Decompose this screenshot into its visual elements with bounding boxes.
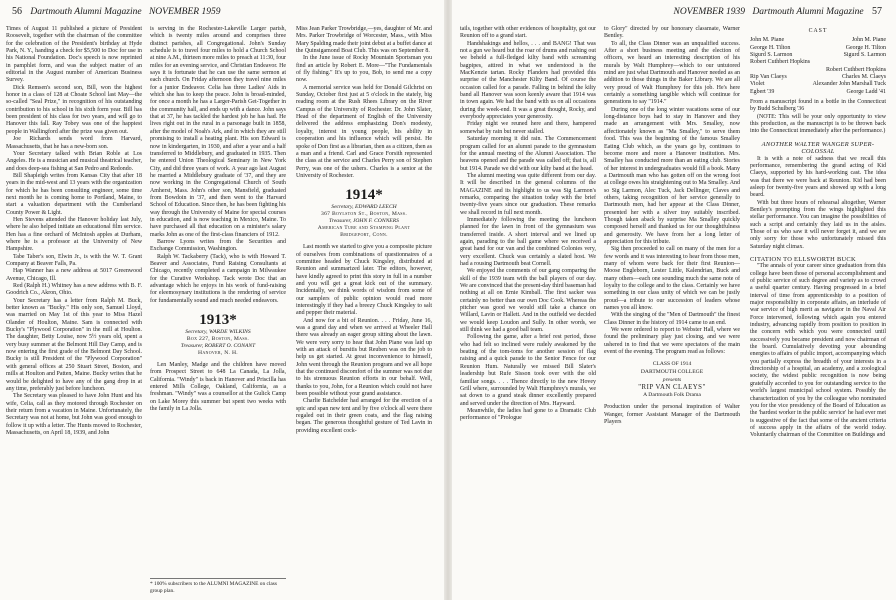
left-page	[0, 0, 444, 600]
book-gutter	[444, 0, 452, 600]
program-line: presents	[662, 376, 682, 383]
treasurer-name: ROBERT O. CONANT	[204, 343, 256, 350]
paragraph: Miss Jean Parker Trowbridge,—yes, daughter of Mr. and Mrs. Parker Trowbridge of Worcester, Mass., with Miss Mary Spalding made their joint debut at a buffet dance at the Quinsigamond Boat Club. This was on September 8.	[296, 26, 432, 55]
paragraph: Your Secretary talked with Brian Roble at Los Angeles. He is a musician and musical theatrical teacher, and does deep-sea fishing at San Pedro and Redondo.	[6, 150, 142, 172]
paragraph: Meanwhile, the ladies had gone to a Dramatic Club performance of "Prologue	[460, 407, 596, 422]
cast-list	[750, 37, 886, 96]
paragraph: (NOTE: This will be your only opportunity to view this production, as the manuscript is to be thrown back into the Connecticut immediately after the performance.)	[750, 113, 886, 135]
secretary-name: EDWARD LEECH	[355, 204, 397, 211]
paragraph: Barrow Lyons writes from the Securities and Exchange Commission, Washington.	[150, 238, 286, 253]
secretary-address: Box 227, Boston, Mass.	[186, 336, 250, 343]
secretary-name: WARDE WILKINS	[209, 329, 251, 336]
left-column-1	[6, 26, 142, 437]
role-name: Robert Cuthbert Hopkins	[750, 59, 811, 66]
paragraph: Ralph W. Tackaberry (Tack), who is with Howard T. Beaver and Associates, Fund Raising Consultants at Chicago, recently completed a campaign in Milwaukee for the Curative Workshop. Tack wrote Doc that an advantage which he enjoys in his work of fund-raising for eleemosynary institutions is the rendering of service for fundamentally sound and much needed endeavors.	[150, 253, 286, 304]
role-name: Violet	[750, 81, 765, 88]
cast-row	[750, 45, 886, 52]
actor-name: John M. Piane	[851, 37, 886, 44]
paragraph: The Secretary was pleased to have John Hunt and his wife, Celia, call as they motored through Rochester on their return from a vacation in Maine. Unfortunately, the Secretary was not at home, but John was good enough to follow it up with a letter. The Hunts moved to Rochester, Massachusetts, on April 18, 1939, and John	[6, 393, 142, 436]
actor-name: Robert Cuthbert Hopkins	[825, 66, 886, 73]
secretary-label: Secretary,	[331, 204, 354, 211]
program-line: A Dartmouth Folk Drama	[643, 391, 701, 398]
right-issue-date: NOVEMBER 1939	[673, 7, 746, 17]
treasurer-address: Hanover, N. H.	[198, 350, 238, 357]
right-page-number: 57	[872, 6, 882, 17]
paragraph: With but three hours of rehearsal altogether, Warner Bentley's prompting from the wings highlighted this stellar performance. You can imagine the possibilities of such a script and certainly they laid us in the aisles. Those of us who saw it will never forget it, and we are only sorry for those who unfortunately missed this Saturday night climax.	[750, 199, 886, 250]
cast-row	[750, 81, 886, 88]
actor-name: Sigurd S. Larmon	[843, 52, 886, 59]
class-year: 1914*	[345, 187, 383, 204]
paragraph: Len Manley, Madge and the children have moved from Prospect Street to 648 La Canada, La Jolla, California. "Windy" is back in Hanover and Priscilla has entered Mills College, Oakland, California, as a freshman. "Windy" was a counsellor at the Gulick Camp on Lake Morey this summer but spent two weeks with the family in La Jolla.	[150, 362, 286, 413]
paragraph: Immediately following the meeting the luncheon planned for the lawn in front of the gymnasium was transferred inside. A short interval and we lined up again, parading to the ball game where we received a great hand for our van and the combined Colonies very, very excellent. Chuck was certainly a slated host. We had a rousing Dartmouth beat Cornell.	[460, 216, 596, 267]
cast-row	[750, 52, 886, 59]
left-running-head	[6, 6, 220, 17]
paragraph: Last month we started to give you a composite picture of ourselves from combinations of questionnaires of a committee headed by Chuck Kingsley, distributed at Reunion and summarized later. The editors, however, have kindly agreed to print this story in full in a number and you will get a great kick out of the summary. Incidentally, we think words of wisdom from some of our samplers of public opinion would read more interestingly if they had a breezy Chuck Kingsley to salt and pepper their material.	[296, 244, 432, 317]
left-page-number: 56	[12, 6, 22, 17]
paragraph: is serving in the Rochester-Lakeville Larger parish, which is twenty miles around and comprises three distinct parishes, all Congregational. John's Sunday schedule is to travel four miles to hold a Church School at nine A.M., thirteen more miles to preach at 11:30, four miles for an evening service, and Christian Endeavor. He says it is fortunate that he can use the same sermon at each church. On Friday afternoon they travel nine miles for a junior Endeavor. Celia has three Ladies' Aids in which she has to keep the peace. John is broad-minded, for once a month he has a Larger-Parish Get-Together in the community hall, and ends up with a dance. John says that at 37, he has tackled the hardest job he has had. He lives right out in the rural in a parsonage built in 1858, after the model of Noah's Ark, and in which they are still promising to install a heating plant. His son Edward is now in kindergarten, in 1930, and after a year and a half transferred to Middlebury, and graduated in 1935. Then he entered Union Theological Seminary in New York City, and did three years of work. A year ago last August he married a Middlebury graduate of '37, and they are now working in the Congregational Church of South Amherst, Mass. John's other son, Mansfield, graduated from Bowdoin in '37, and then went to the Harvard School of Education. Since then, he has been fighting his way through the University of Maine for special courses in education, and is now teaching in Mexico, Maine. To have purchased all that education on a minister's salary marks John as one of the first-class financiers of 1912.	[150, 26, 286, 238]
class-1913-header	[150, 311, 286, 357]
footnote: * 100% subscribers to the ALUMNI MAGAZINE on class group plan.	[150, 578, 286, 595]
paragraph: Dick Remsen's second son, Bill, won the highest honor in a class of 128 at Choate School last May—the so-called "Seal Prize," in recognition of his outstanding contribution to his school in his sixth form year. Bill has been president of his class for two years, and will go to Hanover this fall. Ray Tobey was one of the happiest people in Wallingford after the prize was given out.	[6, 84, 142, 135]
paragraph: And now for a bit of Reunion. . . . Friday, June 16, was a grand day and when we arrived at Wheeler Hall there was already an eager group sitting about the lawn. We were very sorry to hear that John Piane was laid up with an attack of bursitis but Reuben was on the job to help us get started. At great inconvenience to himself, John went through the Reunion program and we all hope that the continued discomfort of the summer was not due to his strenuous Reunion efforts in our behalf. Well, thanks to you, John, for a Reunion which could not have been possible without your grand assistance.	[296, 317, 432, 398]
role-name: John M. Piane	[750, 37, 785, 44]
role-name: Rip Van Claeys	[750, 74, 787, 81]
paragraph: "The annals of your career since graduation from this college have been those of personal accomplishment and of public service of such degree and variety as to crowd a useful quarter century. Having progressed in a brief interval of time from apprenticeship to a position of major responsibility in corporate affairs, an interlude of war service of high merit as navigator in the Naval Air Force intervened, following which again you entered industry, advancing rapidly from position to position in the concern with which you were connected until successively you became president and now chairman of the board. Cumulatively devoting your abounding energies to affairs of public import, accompanying which you partially express the breadth of your interests in a directorship of a hospital, an academy, and a zoological society, the widest public recognition is now being gratefully accorded to you for outstanding service to the world's largest municipal school system. Possibly the characterization of you by the colleague who nominated you for the vice presidency of the Board of Education as the 'hardest worker in the public service' he had ever met is suggestive of the fact that some of the ancient criteria of success apply in the affairs of the world today. Voluntarily chairman of the Committee on Buildings and	[750, 263, 886, 439]
actor-name: George H. Tilton	[845, 44, 886, 51]
paragraph: Handshakings and hellos, . . . and BANG! That was not a gun we heard but the roar of drums and rushing out we beheld a full-fledged kilty band with screaming bagpipes, attired in what we understood is the MacKenzie tartan. Rocky Flanders had provided this surprise of the Manchester Kilty Band. Of course the occasion called for a parade. Falling in behind the kilty band all Hanover was soon keenly aware that 1914 was in town again. We had the band with us on all occasions during the week-end. It was a great thought, Rocky, and everybody appreciates your generosity.	[460, 40, 596, 121]
left-magazine-title: Dartmouth Alumni Magazine	[30, 7, 142, 17]
right-running-head	[674, 6, 888, 17]
program-title: "RIP VAN CLAEYS"	[638, 384, 706, 392]
play-program	[604, 361, 740, 399]
right-column-1	[460, 26, 596, 423]
paragraph: We enjoyed the comments of our gang comparing the skill of the 1939 team with the ball players of our day. We are convinced that the present-day third baseman had nothing at all on Ernie Kimball. The first sacker was certainly no better than our own Doc Cook. Whereas the pitcher was good we would still take a chance on Willard, Lavin or Hallett. And in the outfield we decided we would keep Loudon and Sully. In other words, we still think we had a good ball team.	[460, 268, 596, 334]
section-heading: CITATION TO ELLSWORTH BUCK	[750, 255, 856, 263]
left-issue-date: NOVEMBER 1959	[148, 7, 221, 17]
paragraph: Red (Ralph H.) Whitney has a new address with B. F. Goodrich Co., Akron, Ohio.	[6, 283, 142, 297]
paragraph: to Glory" directed by our honorary classmate, Warner Bentley.	[604, 26, 740, 40]
treasurer-label: Treasurer,	[180, 343, 204, 350]
role-name: Egbert '39	[750, 88, 775, 95]
paragraph: In the June issue of Rocky Mountain Sportsman you find an article by Robert E. More—"The Fundamentals of fly fishing." It's up to you, Bob, to send me a copy now.	[296, 55, 432, 84]
cast-heading: CAST	[808, 28, 828, 34]
paragraph: Times of August 11 published a picture of President Roosevelt, together with the chairman of the committee for the celebration of the President's birthday at Hyde Park, N. Y., handing a check for $5,500 to Doc for use in his National Foundation. Doc's speech is now reprinted in pamphlet form, and was the subject matter of an editorial in the August number of American Business Survey.	[6, 26, 142, 84]
class-year: 1913*	[199, 312, 237, 329]
paragraph: Charlie Batchelder had arranged for the erection of a spic and span new tent and by five o'clock all were there regaled out in their green coats, and the flag raising began. The generous thoughtful gesture of Ted Lavin in providing excellent cock-	[296, 398, 432, 434]
treasurer-address: Bridgeport, Conn.	[340, 232, 388, 239]
cast-row	[750, 37, 886, 44]
left-column-2	[150, 26, 286, 413]
paragraph: From a manuscript found in a bottle in the Connecticut by Budd Schulberg '36	[750, 99, 886, 113]
paragraph: Production under the personal inspiration of Walter Wanger, former Assistant Manager of the Dartmouth Players	[604, 404, 740, 426]
right-column-2	[604, 26, 740, 426]
paragraph: Friday night we reuned here and there, hampered somewhat by rain but never stalled.	[460, 121, 596, 135]
paragraph: The alumni meeting was quite different from our day. It will be described in the general columns of the MAGAZINE and its highlight to us was Sig Larmon's remarks, comparing the situation today with the brief twenty-five years since our graduation. These remarks we shall record in full next month.	[460, 172, 596, 216]
paragraph: Tabe Taber's son, Elwin Jr., is with the W. T. Grant Company at Beaver Falls, Pa.	[6, 253, 142, 267]
treasurer-address: American Tube and Stamping Plant	[317, 225, 411, 232]
secretary-address: 367 Boylston St., Boston, Mass.	[320, 211, 408, 218]
paragraph: During one of the long winter vacations some of our long-distance boys had to stay in Hanover and they made an arrangement with Mrs. Smalley, now affectionately known as "Ma Smalley," to serve them food. This was the beginning of the famous Smalley Eating Club which, as the years go by, continues to become more and more a Hanover institution. Mrs. Smalley has conducted more than an eating club. Stories of her interest in undergraduates would fill a book. Many a Dartmouth man who has gotten off on the wrong foot at college owes his straightening out to Ma Smalley. And so Sig Larmon, Alec Tuck, Jack Dellinger, Claves and others, taking recognition of her service generally to Dartmouth men, had her appear at the Class Dinner, presented her with a silver tray suitably inscribed. Though taken aback by surprise Ma Smalley quickly composed herself and thanked us for our thoughtfulness and generosity. We have from her a long letter of appreciation for this tribute.	[604, 106, 740, 245]
paragraph: To all, the Class Dinner was an unqualified success. After a short business meeting and the election of officers, we heard an interesting description of his murals by Walt Humphrey—which to our untutored mind are just what Dartmouth and Hanover needed as an addition to those things in the Baker Library. We are all very proud of Walt Humphrey for this job. He's here certainly a something tangible which will continue for generations to say "1914."	[604, 40, 740, 106]
paragraph: tails, together with other evidences of hospitality, got our Reunion off to a grand start.	[460, 26, 596, 40]
actor-name: Alexander John Marshall Tuck	[812, 81, 886, 88]
cast-row	[750, 89, 886, 96]
paragraph: With the singing of the "Men of Dartmouth" the finest Class Dinner in the history of 1914 came to an end.	[604, 312, 740, 326]
paragraph: Bill Shapleigh writes from Kansas City that after 18 years in the mid-west and 13 years with the organization for which he has been consulting engineer, some time next month he is coming home to Portland, Maine, to start a valuation department with the Cumberland County Power & Light.	[6, 172, 142, 216]
actor-name: George Ladd '41	[846, 88, 886, 95]
paragraph: Hen Stevens attended the Hanover holiday last July, where he also helped initiate an educational film service. Hen has a fine orchard of McIntosh apples at Durham, where he is a professor at the University of New Hampshire.	[6, 216, 142, 253]
paragraph: A memorial service was held for Donald Gilchrist on Sunday, October first just at 5 o'clock in the stately, big reading room at the Rush Rhees Library on the River Campus of the University of Rochester. Dr. John Slater, Head of the department of English of the University delivered the address emphasizing Don's modesty, loyalty, interest in young people, his ability in cooperation and his influence which will persist. He spoke of Don first as a librarian, then as a citizen, then as a man and a friend. Carl and Grace Forsith represented the class at the service and Charles Perry son of Stephen Perry, was one of the ushers. Charles is a senior at the University of Rochester.	[296, 84, 432, 179]
paragraph: It is with a note of sadness that we recall this performance, remembering the grand acting of Kid Claeys, supported by his hard-working cast. The idea was that there we were back at Reunion. Kid had been asleep for twenty-five years and showed up with a long beard.	[750, 155, 886, 199]
cast-row	[750, 67, 886, 74]
treasurer-label: Treasurer,	[329, 218, 352, 225]
right-magazine-title: Dartmouth Alumni Magazine	[752, 7, 864, 17]
right-page	[452, 0, 896, 600]
program-line: DARTMOUTH COLLEGE	[640, 369, 704, 376]
role-name: Sigurd S. Larmon	[750, 52, 793, 59]
paragraph: Your Secretary has a letter from Ralph M. Buck, better known as "Bucky." His only son, Samuel Lloyd, was married on May 1st of this year to Miss Hazel Olander of Houlton, Maine. Sam is connected with Bucky's "Plywood Corporation" in the mill at Houlton. The daughter, Betty Louise, now 5½ years old, spent a very busy summer at the Belmont Hill Day Camp, and is now entering the first grade of the Belmont Day School. Bucky is still President of the "Plywood Corporation" with general offices at 250 Stuart Street, Boston, and mills at Houlton and Patten, Maine. Bucky writes that he would be delighted to have any of the gang drop in at any time, preferably just before luncheon.	[6, 297, 142, 392]
paragraph: Joe Richards sends word from Harvard, Massachusetts, that he has a new-born son.	[6, 136, 142, 150]
cast-row	[750, 59, 886, 66]
actor-name: Charles M. Claeys	[841, 74, 886, 81]
secretary-label: Secretary,	[185, 329, 208, 336]
role-name: George H. Tilton	[750, 44, 791, 51]
paragraph: Following the game, after a brief rest period, those who had felt so inclined were rudely awakened by the beating of the tom-toms for another session of flag raising and a quick parade to the Senior Fence for our Reunion Hum. Naturally we missed Bill Slater's leadership but Rufe Sisson took over with the old familiar songs. . . . Thence directly to the new Hovey Grill where, surrounded by Walt Humphrey's murals, we sat down to a grand steak dinner excellently prepared and served under the direction of Mrs. Hayward.	[460, 334, 596, 407]
treasurer-name: JOHN F. CONNERS	[352, 218, 399, 225]
left-column-3	[296, 26, 432, 435]
program-line: CLASS OF 1914	[652, 361, 692, 368]
right-column-3	[750, 26, 886, 440]
paragraph: Hap Wanner has a new address at 5017 Greenwood Avenue, Chicago, Ill.	[6, 268, 142, 282]
paragraph: We were ordered to report to Webster Hall, where we found the preliminary play just closing, and we were ushered in to find that we were spectators of the main event of the evening. The program read as follows:	[604, 327, 740, 356]
paragraph: Sig then proceeded to call on many of the men for a few words and it was interesting to hear from those men, many of whom were back for their first Reunion—Moose Engleborn, Lester Little, Kalendrian, Buck and many others—each one sounding much the same note of loyalty to the college and to the class. Certainly we have something in our class unity of which we can be justly proud—a tribute to our succession of leaders whose names you all know.	[604, 246, 740, 312]
class-1914-header	[296, 186, 432, 239]
cast-row	[750, 74, 886, 81]
paragraph: Saturday morning it did rain. The Commencement program called for an alumni parade to the gymnasium for the annual meeting of the Alumni Association. The heavens opened and the parade was called off; that is, all but 1914. Parade we did with our kilty band at the head.	[460, 136, 596, 172]
section-heading: ANOTHER WALTER WANGER SUPER-COLOSSAL	[761, 140, 875, 156]
